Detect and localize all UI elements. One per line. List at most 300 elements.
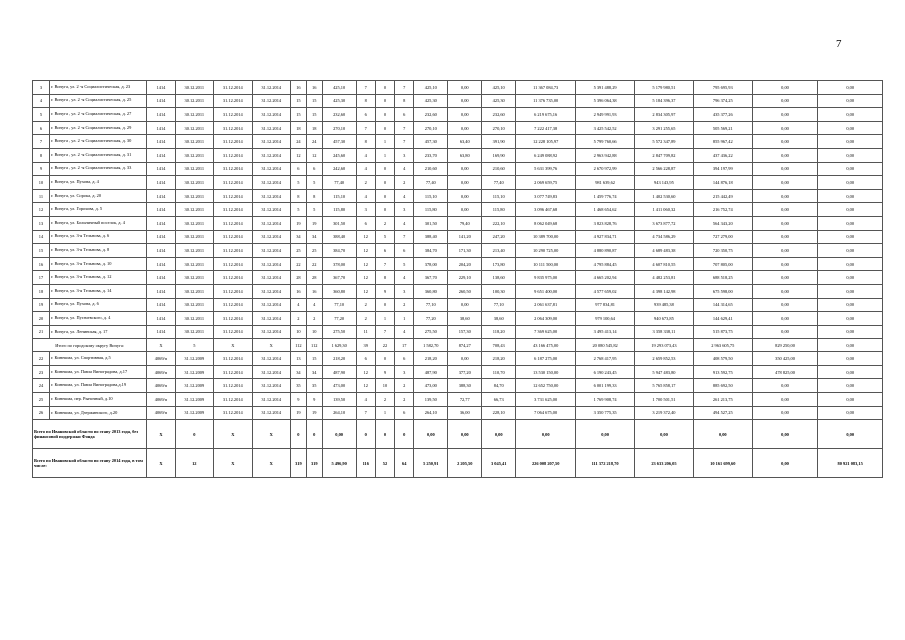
table-cell: г. Вичуга , ул. 2 -я Социалистическая, д. 31 [49, 148, 146, 162]
table-cell: 9 [375, 365, 394, 379]
table-row [33, 216, 883, 230]
table-cell: 3 [395, 148, 414, 162]
table-cell: 34 [306, 365, 322, 379]
table-cell: 11 [33, 189, 50, 203]
table-cell: 2 [375, 393, 394, 407]
table-cell: 0,00 [516, 420, 576, 449]
table-cell: 457,30 [322, 135, 356, 149]
table-cell: 5 250,91 [414, 449, 448, 478]
table-cell: 111 372 218,70 [576, 449, 635, 478]
table-cell: 30.12.2011 [175, 176, 213, 190]
table-cell: 173,80 [482, 257, 516, 271]
table-cell: 24 [290, 135, 306, 149]
table-cell: 5 [290, 203, 306, 217]
table-cell: 228,10 [482, 406, 516, 420]
table-cell: 13 [290, 352, 306, 366]
table-cell: 0,00 [752, 176, 818, 190]
table-cell: 6 [395, 406, 414, 420]
table-cell: 0,00 [693, 420, 752, 449]
table-cell: 72,77 [448, 393, 482, 407]
table-cell: 874,27 [448, 339, 482, 352]
table-cell: 18 [33, 284, 50, 298]
table-cell: 31.12.2014 [214, 162, 252, 176]
table-cell: 31.12.2014 [252, 298, 290, 312]
table-cell: 31.12.2014 [214, 284, 252, 298]
table-cell: 0,00 [818, 203, 883, 217]
table-cell: 52 [375, 449, 394, 478]
table-row [33, 176, 883, 190]
table-cell: 4 [290, 298, 306, 312]
table-cell: 25 [306, 244, 322, 258]
table-cell: 8 062 049,68 [516, 216, 576, 230]
table-cell: г. Вичуга , ул. 2 -я Социалистическая, д. 25 [49, 94, 146, 108]
table-cell: 31.12.2009 [175, 379, 213, 393]
table-cell: 2 [375, 216, 394, 230]
table-cell: 2 768 417,95 [576, 352, 635, 366]
table-cell: 0,00 [752, 393, 818, 407]
table-cell: 6 001 199,33 [576, 379, 635, 393]
table-cell: 3 077 749,83 [516, 189, 576, 203]
table-cell: 30.12.2011 [175, 81, 213, 95]
table-cell: г. Вичуга, ул. Пухова, д. 4 [49, 176, 146, 190]
table-cell: 5 396 064,38 [576, 94, 635, 108]
table-cell: 38,60 [482, 312, 516, 326]
table-cell: 4069/п [147, 365, 175, 379]
table-cell: 1 468 654,62 [576, 203, 635, 217]
table-cell: 115,80 [322, 203, 356, 217]
table-cell: 210,60 [482, 162, 516, 176]
table-cell: 564 343,20 [693, 216, 752, 230]
table-cell: 1414 [147, 257, 175, 271]
table-cell: 1414 [147, 108, 175, 122]
table-cell: 9 [375, 284, 394, 298]
table-cell: 0,00 [818, 271, 883, 285]
table-cell: 7 [33, 135, 50, 149]
table-cell: 25 [33, 393, 50, 407]
table-cell: 30.12.2011 [175, 189, 213, 203]
table-cell: 2 963 605,75 [693, 339, 752, 352]
table-cell: 15 [306, 352, 322, 366]
table-cell: 12 [356, 257, 375, 271]
table-cell: 981 639,62 [576, 176, 635, 190]
table-cell: 20 080 545,82 [576, 339, 635, 352]
table-cell: 378,00 [322, 257, 356, 271]
table-cell: 4 927 834,71 [576, 230, 635, 244]
table-cell: 9 [33, 162, 50, 176]
table-cell: 5 [375, 230, 394, 244]
table-cell: 940 673,85 [635, 312, 694, 326]
table-cell: 0 [356, 420, 375, 449]
table-cell: 35 [290, 379, 306, 393]
table-cell: 17 [33, 271, 50, 285]
table-cell: 0,00 [818, 135, 883, 149]
table-cell: 2 [395, 393, 414, 407]
table-cell: 4069/п [147, 352, 175, 366]
table-cell: 12 [356, 365, 375, 379]
table-cell: 0,00 [752, 148, 818, 162]
table-cell: 0 [375, 203, 394, 217]
table-cell: 34 [290, 230, 306, 244]
table-cell: 31.12.2009 [175, 406, 213, 420]
table-cell: 301,50 [322, 216, 356, 230]
table-cell: 1 582,70 [414, 339, 448, 352]
table-cell: 473,00 [322, 379, 356, 393]
table-cell: 6 [33, 121, 50, 135]
table-cell: 31.12.2014 [214, 244, 252, 258]
table-cell: 12 228 105,97 [516, 135, 576, 149]
table-cell: 1414 [147, 162, 175, 176]
table-cell: 23 633 206,05 [635, 449, 694, 478]
table-cell: 2 [395, 379, 414, 393]
table-cell: г. Вичуга, ул. Пугачевского, д. 4 [49, 312, 146, 326]
table-cell: 425,30 [414, 94, 448, 108]
table-cell: 17 [395, 339, 414, 352]
table-cell: 112 [306, 339, 322, 352]
table-cell: 31.12.2014 [214, 325, 252, 339]
table-cell: г. Вичуга , ул. 2 -я Социалистическая, д. 27 [49, 108, 146, 122]
table-row [33, 393, 883, 407]
table-cell: 435 377,26 [693, 108, 752, 122]
table-cell: 2 069 659,75 [516, 176, 576, 190]
table-cell: 0,00 [752, 203, 818, 217]
table-row [33, 312, 883, 326]
table-cell: 4 [395, 325, 414, 339]
table-cell: 0,00 [818, 312, 883, 326]
table-cell: 377,20 [448, 365, 482, 379]
table-cell: 115,10 [322, 189, 356, 203]
table-cell: 0 [375, 189, 394, 203]
table-cell: 63,40 [448, 135, 482, 149]
table-cell: 11 [356, 325, 375, 339]
table-cell: 4 [356, 162, 375, 176]
table-cell: X [147, 420, 175, 449]
table-cell: 7 [395, 230, 414, 244]
table-cell: 0,00 [752, 284, 818, 298]
table-cell: 977 834,81 [576, 298, 635, 312]
table-cell: 8 [356, 94, 375, 108]
table-cell: 885 692,50 [693, 379, 752, 393]
table-cell: 260,50 [448, 284, 482, 298]
table-cell: 4 577 659,02 [576, 284, 635, 298]
table-cell: 6 [375, 244, 394, 258]
table-cell: г. Кинешма, пер. Рыночный, д.10 [49, 393, 146, 407]
table-cell: 1414 [147, 244, 175, 258]
table-cell: 4 [356, 189, 375, 203]
table-cell: 7 064 675,00 [516, 406, 576, 420]
table-cell: 829 250,00 [752, 339, 818, 352]
table-cell: 218,20 [414, 352, 448, 366]
table-cell: 0,00 [818, 284, 883, 298]
table-cell: 1414 [147, 81, 175, 95]
table-cell: 707 805,00 [693, 257, 752, 271]
table-row [33, 81, 883, 95]
table-cell: 473,00 [414, 379, 448, 393]
table-cell: 4 607 810,55 [635, 257, 694, 271]
table-cell: 388,40 [414, 230, 448, 244]
table-cell: 100,30 [482, 284, 516, 298]
table-cell: 2 [290, 312, 306, 326]
table-cell: 360,80 [322, 284, 356, 298]
table-row [33, 121, 883, 135]
table-cell: 4 665 202,94 [576, 271, 635, 285]
table-cell: 30.12.2011 [175, 257, 213, 271]
table-cell: 10 111 500,00 [516, 257, 576, 271]
table-cell: 394 197,99 [693, 162, 752, 176]
table-cell: 6 [356, 216, 375, 230]
table-cell: 0,00 [752, 257, 818, 271]
table-cell: 31.12.2014 [214, 203, 252, 217]
table-cell: 384,70 [414, 244, 448, 258]
table-cell: 31.12.2014 [214, 365, 252, 379]
table-row [33, 94, 883, 108]
table-cell: X [252, 339, 290, 352]
table-cell: 0,00 [818, 162, 883, 176]
table-cell: 0,00 [752, 271, 818, 285]
housing-table [32, 80, 883, 478]
table-cell: 19 [306, 216, 322, 230]
table-cell: 727 279,00 [693, 230, 752, 244]
table-cell: 30.12.2011 [175, 244, 213, 258]
table-cell: 1 769 908,74 [576, 393, 635, 407]
table-cell: 6 219 675,16 [516, 108, 576, 122]
table-cell: г. Вичуга, ул. 3-я Тельнова, д. 8 [49, 244, 146, 258]
table-row [33, 135, 883, 149]
table-cell: 0,00 [752, 121, 818, 135]
table-cell: 66,73 [482, 393, 516, 407]
table-row [33, 298, 883, 312]
table-cell: 31.12.2014 [214, 94, 252, 108]
table-cell: 115,80 [482, 203, 516, 217]
table-cell: 25 [290, 244, 306, 258]
table-cell: 3 350 775,35 [576, 406, 635, 420]
table-cell: 232,60 [414, 108, 448, 122]
table-cell: X [147, 449, 175, 478]
table-cell: 218,20 [322, 352, 356, 366]
table-cell: 515 873,75 [693, 325, 752, 339]
table-cell: 31.12.2014 [252, 135, 290, 149]
table-cell: 144 876,18 [693, 176, 752, 190]
table-cell: 222,10 [482, 216, 516, 230]
table-cell: 139,50 [414, 393, 448, 407]
table-cell: 0,00 [414, 420, 448, 449]
table-cell: 1 [375, 406, 394, 420]
table-cell: 30.12.2011 [175, 148, 213, 162]
table-cell: 0,00 [752, 298, 818, 312]
table-cell: 31.12.2014 [252, 244, 290, 258]
table-cell: 0,00 [818, 298, 883, 312]
table-cell: 0,00 [752, 312, 818, 326]
table-cell: 270,10 [322, 121, 356, 135]
table-cell: 24 [306, 135, 322, 149]
table-cell: 8 [306, 189, 322, 203]
table-cell: 3 823 828,76 [576, 216, 635, 230]
table-row [33, 352, 883, 366]
table-cell: 28 [290, 271, 306, 285]
table-cell: 0,00 [448, 162, 482, 176]
table-cell: X [147, 339, 175, 352]
table-cell: 301,50 [414, 216, 448, 230]
table-cell: 19 293 073,43 [635, 339, 694, 352]
table-cell: 31.12.2014 [252, 230, 290, 244]
table-cell: 1 [375, 312, 394, 326]
table-cell: 1 700 501,51 [635, 393, 694, 407]
table-cell: 0,00 [818, 257, 883, 271]
table-cell: 0 [395, 420, 414, 449]
table-cell: 30.12.2011 [175, 216, 213, 230]
table-cell: 8 [356, 135, 375, 149]
total-row [33, 339, 883, 352]
table-cell: 0,00 [448, 189, 482, 203]
table-cell: 16 [306, 284, 322, 298]
table-cell: 10 389 700,00 [516, 230, 576, 244]
table-cell: 0,00 [752, 94, 818, 108]
table-cell: 31.12.2014 [214, 81, 252, 95]
table-cell: г. Вичуга, ул. Пухова, д. 6 [49, 298, 146, 312]
table-cell: 4 [33, 94, 50, 108]
table-cell: 1414 [147, 94, 175, 108]
table-row [33, 325, 883, 339]
table-cell: 31.12.2014 [214, 121, 252, 135]
table-cell: 80 921 083,15 [818, 449, 883, 478]
table-cell: 3 219 372,40 [635, 406, 694, 420]
table-cell: 7 [395, 81, 414, 95]
table-cell: 11 376 735,00 [516, 94, 576, 108]
table-cell: 0,00 [752, 449, 818, 478]
table-row [33, 406, 883, 420]
table-cell: 12 [33, 203, 50, 217]
table-cell: 232,60 [482, 108, 516, 122]
table-cell: 0,00 [818, 379, 883, 393]
table-cell: 31.12.2014 [252, 162, 290, 176]
table-cell: 6 190 243,45 [576, 365, 635, 379]
table-cell: 5 [306, 176, 322, 190]
table-cell: 210,60 [414, 162, 448, 176]
table-cell: 943 143,95 [635, 176, 694, 190]
table-cell: 115,80 [414, 203, 448, 217]
table-cell: 77,10 [322, 298, 356, 312]
table-row [33, 203, 883, 217]
table-cell: 169,90 [482, 148, 516, 162]
table-cell: 34 [290, 365, 306, 379]
table-cell: 6 [356, 352, 375, 366]
table-cell: 4 [356, 393, 375, 407]
table-cell: 270,10 [482, 121, 516, 135]
table-cell: 31.12.2014 [252, 81, 290, 95]
table-cell: X [214, 449, 252, 478]
table-cell: 855 967,42 [693, 135, 752, 149]
table-cell: 1414 [147, 298, 175, 312]
table-cell: 8 [33, 148, 50, 162]
table-cell: 20 [33, 312, 50, 326]
table-cell: 115,10 [482, 189, 516, 203]
table-cell: 2 834 305,97 [635, 108, 694, 122]
table-cell: 270,10 [414, 121, 448, 135]
table-cell: 2 949 991,93 [576, 108, 635, 122]
table-cell: 0 [375, 94, 394, 108]
table-cell: 0,00 [576, 420, 635, 449]
table-cell: г. Кинешма, ул. Дзержинского, д.20 [49, 406, 146, 420]
table-cell: 0,00 [818, 325, 883, 339]
table-cell: 31.12.2014 [252, 406, 290, 420]
table-cell: 10 [375, 379, 394, 393]
table-cell: 0,00 [482, 420, 516, 449]
table-cell: г. Кинешма, ул. Спортивная, д.5 [49, 352, 146, 366]
table-cell: 487,90 [322, 365, 356, 379]
table-cell: 9 835 975,00 [516, 271, 576, 285]
table-row [33, 230, 883, 244]
table-cell: 6 249 088,92 [516, 148, 576, 162]
table-cell: 30.12.2011 [175, 121, 213, 135]
table-cell: 688 518,25 [693, 271, 752, 285]
table-cell: 4 [395, 216, 414, 230]
table-cell: 425,30 [322, 94, 356, 108]
table-cell: 264,10 [322, 406, 356, 420]
table-cell: 0,00 [448, 81, 482, 95]
table-cell: 64 [395, 449, 414, 478]
table-cell: 5 [33, 108, 50, 122]
table-cell: 1 [375, 135, 394, 149]
table-cell: 16 [306, 81, 322, 95]
table-cell: 7 [356, 121, 375, 135]
table-cell: 0,00 [818, 339, 883, 352]
table-cell: 6 187 275,00 [516, 352, 576, 366]
table-cell: 5 631 399,76 [516, 162, 576, 176]
table-cell: 0,00 [818, 94, 883, 108]
table-cell: 360,80 [414, 284, 448, 298]
table-cell: 261 213,75 [693, 393, 752, 407]
table-cell: 34 [306, 230, 322, 244]
table-cell: 1414 [147, 230, 175, 244]
total-row [33, 420, 883, 449]
table-cell: 31.12.2014 [252, 216, 290, 230]
table-cell: 12 [356, 271, 375, 285]
page-number: 7 [836, 38, 842, 50]
table-cell: 1414 [147, 148, 175, 162]
table-cell: 457,30 [414, 135, 448, 149]
table-cell: 7 [395, 121, 414, 135]
table-cell: 31.12.2014 [214, 352, 252, 366]
table-cell: 1 411 060,32 [635, 203, 694, 217]
table-cell: 367,70 [414, 271, 448, 285]
table-cell: 19 [290, 406, 306, 420]
table-cell: 8 [375, 271, 394, 285]
table-cell: 24 [33, 379, 50, 393]
table-cell: 0,00 [752, 244, 818, 258]
table-cell: 3 358 338,11 [635, 325, 694, 339]
table-cell: 31.12.2014 [252, 365, 290, 379]
table-cell: г. Вичуга, ул. Горохова, д. 5 [49, 203, 146, 217]
table-cell: 30.12.2011 [175, 230, 213, 244]
table-cell: 425,10 [482, 81, 516, 95]
table-cell: 31.12.2014 [214, 216, 252, 230]
table-cell: 0,00 [752, 189, 818, 203]
table-cell: 31.12.2014 [252, 121, 290, 135]
table-cell: 384,70 [322, 244, 356, 258]
table-cell: 3 495 413,14 [576, 325, 635, 339]
table-cell: 7 [356, 406, 375, 420]
table-cell: 0,00 [818, 216, 883, 230]
table-cell: 110,70 [482, 365, 516, 379]
table-cell: 796 374,25 [693, 94, 752, 108]
table-cell: 367,70 [322, 271, 356, 285]
table-cell: 319 [290, 449, 306, 478]
table-cell: 30.12.2011 [175, 298, 213, 312]
table-row [33, 148, 883, 162]
table-cell: 3 291 255,65 [635, 121, 694, 135]
table-cell: 7 [375, 257, 394, 271]
table-cell: 15 [306, 94, 322, 108]
table-row [33, 189, 883, 203]
